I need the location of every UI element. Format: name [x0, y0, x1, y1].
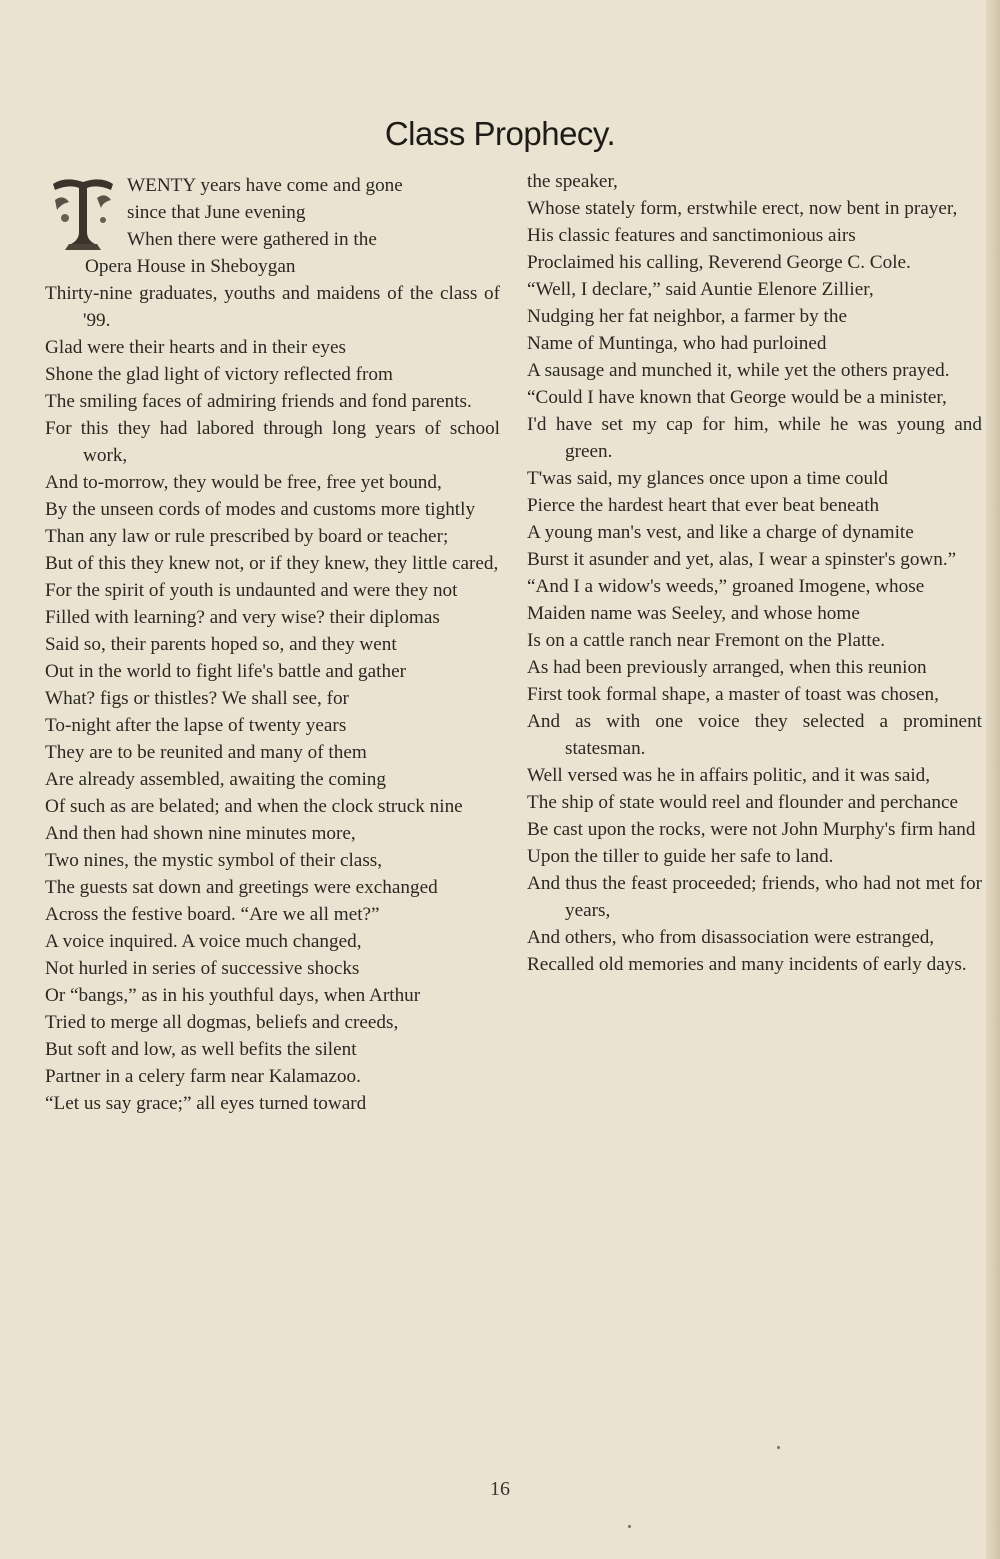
left-verse-line: Or “bangs,” as in his youthful days, when Arthur	[45, 985, 421, 1006]
left-verse-line: Filled with learning? and very wise? their diplomas	[45, 607, 440, 628]
page-title: Class Prophecy.	[384, 115, 616, 152]
left-verse-line: By the unseen cords of modes and customs more tightly	[45, 499, 476, 520]
left-verse-line: To-night after the lapse of twenty years	[45, 715, 347, 736]
left-verse-line: Across the festive board. “Are we all met?”	[45, 904, 380, 925]
right-verse-line: Maiden name was Seeley, and whose home	[527, 603, 860, 624]
right-verse-line: Well versed was he in affairs politic, and it was said,	[527, 765, 931, 786]
opening-line-1: WENTY years have come and gone	[127, 175, 403, 196]
left-verse-line: Thirty-nine graduates, youths and maidens of the class of '99.	[45, 283, 500, 331]
left-verse-line: Not hurled in series of successive shocks	[45, 958, 360, 979]
opening-line-2: since that June evening	[127, 202, 306, 223]
right-verse-line: Is on a cattle ranch near Fremont on the Platte.	[527, 630, 886, 651]
left-verse-line: Tried to merge all dogmas, beliefs and creeds,	[45, 1012, 399, 1033]
right-verse-line: Nudging her fat neighbor, a farmer by the	[527, 306, 847, 327]
right-verse-line: And thus the feast proceeded; friends, who had not met for years,	[527, 873, 982, 921]
opening-stanza	[45, 172, 500, 280]
left-column	[45, 172, 500, 1117]
left-verse-line: The smiling faces of admiring friends and fond parents.	[45, 391, 472, 412]
left-verse-line: Partner in a celery farm near Kalamazoo.	[45, 1066, 361, 1087]
right-verse-line: A sausage and munched it, while yet the others prayed.	[527, 360, 950, 381]
left-verse-line: Out in the world to fight life's battle and gather	[45, 661, 407, 682]
right-verse-line: the speaker,	[527, 171, 618, 192]
ornamental-t-icon	[45, 174, 121, 252]
right-verse-line: T'was said, my glances once upon a time could	[527, 468, 888, 489]
left-verse-line: And then had shown nine minutes more,	[45, 823, 356, 844]
right-verse-line: Be cast upon the rocks, were not John Murphy's firm hand	[527, 819, 976, 840]
left-verse-line: But of this they knew not, or if they knew, they little cared,	[45, 553, 499, 574]
left-verse-line: Of such as are belated; and when the clock struck nine	[45, 796, 463, 817]
paper-speck	[628, 1525, 631, 1528]
left-verse-line: Glad were their hearts and in their eyes	[45, 337, 347, 358]
right-verse-line: And others, who from disassociation were estranged,	[527, 927, 935, 948]
right-verse-line: The ship of state would reel and flounder and perchance	[527, 792, 959, 813]
page-number: 16	[490, 1478, 510, 1500]
right-verse-line: Proclaimed his calling, Reverend George C. Cole.	[527, 252, 911, 273]
right-verse-line: Upon the tiller to guide her safe to land.	[527, 846, 834, 867]
left-verse-line: For this they had labored through long years of school work,	[45, 418, 500, 466]
left-verse-lines	[45, 280, 500, 1117]
page-edge	[986, 0, 1000, 1559]
right-verse-line: Recalled old memories and many incidents of early days.	[527, 954, 967, 975]
left-verse-line: They are to be reunited and many of them	[45, 742, 367, 763]
dropcap-ornament	[45, 174, 121, 252]
left-verse-line: “Let us say grace;” all eyes turned toward	[45, 1093, 367, 1114]
right-verse-line: “Could I have known that George would be a minister,	[527, 387, 947, 408]
left-verse-line: Said so, their parents hoped so, and they went	[45, 634, 397, 655]
opening-line-3: When there were gathered in the	[127, 229, 377, 250]
right-verse-line: His classic features and sanctimonious airs	[527, 225, 856, 246]
right-verse-lines	[527, 168, 982, 978]
right-column	[527, 168, 982, 978]
left-verse-line: Are already assembled, awaiting the coming	[45, 769, 386, 790]
right-verse-line: “Well, I declare,” said Auntie Elenore Zillier,	[527, 279, 874, 300]
right-verse-line: Burst it asunder and yet, alas, I wear a spinster's gown.”	[527, 549, 957, 570]
right-verse-line: As had been previously arranged, when this reunion	[527, 657, 927, 678]
right-verse-line: A young man's vest, and like a charge of dynamite	[527, 522, 914, 543]
left-verse-line: And to-morrow, they would be free, free yet bound,	[45, 472, 442, 493]
left-verse-line: What? figs or thistles? We shall see, for	[45, 688, 349, 709]
left-verse-line: For the spirit of youth is undaunted and were they not	[45, 580, 458, 601]
paper-speck	[777, 1446, 780, 1449]
left-verse-line: Two nines, the mystic symbol of their class,	[45, 850, 383, 871]
opening-line-4: Opera House in Sheboygan	[85, 256, 296, 277]
right-verse-line: First took formal shape, a master of toast was chosen,	[527, 684, 939, 705]
right-verse-line: Pierce the hardest heart that ever beat beneath	[527, 495, 880, 516]
right-verse-line: Whose stately form, erstwhile erect, now bent in prayer,	[527, 198, 958, 219]
left-verse-line: A voice inquired. A voice much changed,	[45, 931, 362, 952]
right-verse-line: “And I a widow's weeds,” groaned Imogene, whose	[527, 576, 925, 597]
left-verse-line: Shone the glad light of victory reflected from	[45, 364, 393, 385]
left-verse-line: Than any law or rule prescribed by board or teacher;	[45, 526, 449, 547]
left-verse-line: But soft and low, as well befits the silent	[45, 1039, 357, 1060]
right-verse-line: Name of Muntinga, who had purloined	[527, 333, 827, 354]
right-verse-line: And as with one voice they selected a prominent statesman.	[527, 711, 982, 759]
left-verse-line: The guests sat down and greetings were exchanged	[45, 877, 438, 898]
right-verse-line: I'd have set my cap for him, while he was young and green.	[527, 414, 982, 462]
